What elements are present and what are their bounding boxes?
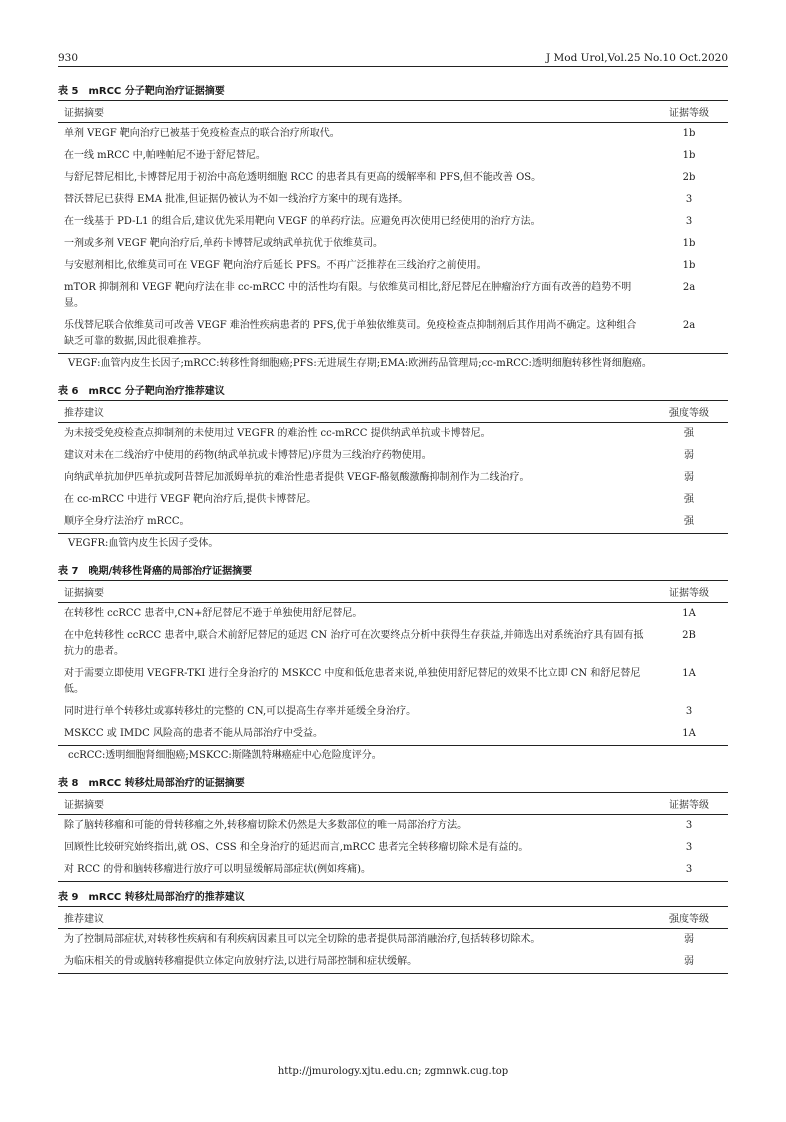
statement-cell: 为未接受免疫检查点抑制剂的未使用过 VEGFR 的难治性 cc-mRCC 提供纳武单抗或卡博替尼。 [64, 428, 491, 439]
grade-cell: 弱 [684, 450, 694, 461]
column-header-statement: 推荐建议 [64, 914, 104, 925]
statement-cell: 在一线基于 PD-L1 的组合后,建议优先采用靶向 VEGF 的单药疗法。应避免再次使用已经使用的治疗方法。 [64, 216, 541, 227]
table-number: 表 5 [58, 86, 79, 97]
evidence-table [58, 792, 728, 882]
grade-cell: 1b [682, 260, 696, 271]
table-number: 表 9 [58, 892, 79, 903]
column-header-statement: 证据摘要 [64, 800, 104, 811]
table-row [58, 603, 728, 626]
grade-cell: 1A [682, 608, 696, 619]
grade-cell: 2b [682, 172, 696, 183]
grade-cell: 3 [685, 194, 693, 205]
grade-cell: 1A [682, 728, 696, 739]
grade-cell: 1b [682, 238, 696, 249]
table-row [58, 663, 728, 701]
column-header-grade: 强度等级 [669, 408, 709, 419]
statement-cell: 同时进行单个转移灶或寡转移灶的完整的 CN,可以提高生存率并延缓全身治疗。 [64, 706, 417, 717]
table-header-row [58, 793, 728, 815]
table-row [58, 701, 728, 723]
statement-cell: 在转移性 ccRCC 患者中,CN+舒尼替尼不逊于单独使用舒尼替尼。 [64, 608, 363, 619]
table-footnote: VEGFR:血管内皮生长因子受体。 [68, 538, 219, 549]
statement-cell: mTOR 抑制剂和 VEGF 靶向疗法在非 cc-mRCC 中的活性均有限。与依维莫司相比,舒尼替尼在肿瘤治疗方面有改善的趋势不明显。 [64, 282, 632, 309]
statement-cell: 替沃替尼已获得 EMA 批准,但证据仍被认为不如一线治疗方案中的现有选择。 [64, 194, 409, 205]
table-row [58, 233, 728, 255]
table-block [58, 562, 728, 768]
table-block [58, 774, 728, 882]
page-number: 930 [58, 52, 79, 64]
statement-cell: 在中危转移性 ccRCC 患者中,联合术前舒尼替尼的延迟 CN 治疗可在次要终点分析中获得生存获益,并筛选出对系统治疗具有固有抵抗力的患者。 [64, 630, 644, 657]
grade-cell: 3 [685, 864, 693, 875]
table-number: 表 8 [58, 778, 79, 789]
statement-cell: 一剂或多剂 VEGF 靶向治疗后,单药卡博替尼或纳武单抗优于依维莫司。 [64, 238, 383, 249]
table-row [58, 277, 728, 315]
grade-cell: 1b [682, 150, 696, 161]
table-caption [58, 562, 728, 576]
column-header-statement: 证据摘要 [64, 588, 104, 599]
statement-cell: 为了控制局部症状,对转移性疾病和有利疾病因素且可以完全切除的患者提供局部消融治疗,包括转移切除术。 [64, 934, 541, 945]
table-row [58, 723, 728, 746]
table-title: mRCC 转移灶局部治疗的推荐建议 [88, 892, 245, 903]
table-row [58, 445, 728, 467]
table-row [58, 859, 728, 882]
table-caption [58, 382, 728, 396]
page-footer: http://jmurology.xjtu.edu.cn; zgmnwk.cug.top [277, 1066, 509, 1077]
table-row [58, 211, 728, 233]
statement-cell: 对于需要立即使用 VEGFR-TKI 进行全身治疗的 MSKCC 中度和低危患者来说,单独使用舒尼替尼的效果不比立即 CN 和舒尼替尼低。 [64, 668, 641, 695]
grade-cell: 2a [682, 282, 696, 293]
column-header-grade: 证据等级 [669, 588, 709, 599]
statement-cell: 为临床相关的骨或脑转移瘤提供立体定向放射疗法,以进行局部控制和症状缓解。 [64, 956, 418, 967]
header-rule [58, 66, 728, 67]
journal-citation: J Mod Urol,Vol.25 No.10 Oct.2020 [545, 52, 728, 64]
statement-cell: 回顾性比较研究始终指出,就 OS、CSS 和全身治疗的延迟而言,mRCC 患者完全转移瘤切除术是有益的。 [64, 842, 529, 853]
table-row [58, 511, 728, 534]
statement-cell: 在 cc-mRCC 中进行 VEGF 靶向治疗后,提供卡博替尼。 [64, 494, 317, 505]
column-header-grade: 证据等级 [669, 108, 709, 119]
table-caption [58, 82, 728, 96]
grade-cell: 2B [682, 630, 696, 641]
evidence-table [58, 580, 728, 746]
column-header-statement: 推荐建议 [64, 408, 104, 419]
table-row [58, 123, 728, 146]
statement-cell: 建议对未在二线治疗中使用的药物(纳武单抗或卡博替尼)序贯为三线治疗药物使用。 [64, 450, 432, 461]
table-row [58, 837, 728, 859]
table-block [58, 382, 728, 556]
table-row [58, 167, 728, 189]
table-header-row [58, 581, 728, 603]
column-header-grade: 证据等级 [669, 800, 709, 811]
table-row [58, 255, 728, 277]
statement-cell: 单剂 VEGF 靶向治疗已被基于免疫检查点的联合治疗所取代。 [64, 128, 340, 139]
grade-cell: 3 [685, 820, 693, 831]
statement-cell: MSKCC 或 IMDC 风险高的患者不能从局部治疗中受益。 [64, 728, 323, 739]
tables-container [58, 76, 728, 974]
table-block [58, 888, 728, 974]
statement-cell: 在一线 mRCC 中,帕唑帕尼不逊于舒尼替尼。 [64, 150, 266, 161]
grade-cell: 强 [684, 516, 694, 527]
table-title: mRCC 转移灶局部治疗的证据摘要 [88, 778, 245, 789]
table-header-row [58, 401, 728, 423]
table-number: 表 6 [58, 386, 79, 397]
statement-cell: 除了脑转移瘤和可能的骨转移瘤之外,转移瘤切除术仍然是大多数部位的唯一局部治疗方法。 [64, 820, 468, 831]
grade-cell: 强 [684, 428, 694, 439]
grade-cell: 1b [682, 128, 696, 139]
table-header-row [58, 101, 728, 123]
table-caption [58, 774, 728, 788]
table-row [58, 951, 728, 974]
table-row [58, 625, 728, 663]
table-title: 晚期/转移性肾癌的局部治疗证据摘要 [88, 566, 253, 577]
table-row [58, 929, 728, 952]
table-row [58, 489, 728, 511]
table-title: mRCC 分子靶向治疗推荐建议 [88, 386, 225, 397]
table-number: 表 7 [58, 566, 79, 577]
statement-cell: 对 RCC 的骨和脑转移瘤进行放疗可以明显缓解局部症状(例如疼痛)。 [64, 864, 371, 875]
grade-cell: 弱 [684, 934, 694, 945]
table-caption [58, 888, 728, 902]
statement-cell: 顺序全身疗法治疗 mRCC。 [64, 516, 190, 527]
page-header [58, 46, 728, 64]
grade-cell: 3 [685, 216, 693, 227]
table-footnote: VEGF:血管内皮生长因子;mRCC:转移性肾细胞癌;PFS:无进展生存期;EMA:欧洲药品管理局;cc-mRCC:透明细胞转移性肾细胞癌。 [68, 358, 652, 369]
table-row [58, 815, 728, 838]
evidence-table [58, 400, 728, 534]
evidence-table [58, 100, 728, 354]
table-footnote: ccRCC:透明细胞肾细胞癌;MSKCC:斯隆凯特琳癌症中心危险度评分。 [68, 750, 382, 761]
table-title: mRCC 分子靶向治疗证据摘要 [88, 86, 225, 97]
grade-cell: 3 [685, 842, 693, 853]
statement-cell: 向纳武单抗加伊匹单抗或阿昔替尼加派姆单抗的难治性患者提供 VEGF-酪氨酸激酶抑制剂作为二线治疗。 [64, 472, 530, 483]
grade-cell: 弱 [684, 956, 694, 967]
table-row [58, 315, 728, 354]
grade-cell: 2a [682, 320, 696, 331]
column-header-statement: 证据摘要 [64, 108, 104, 119]
table-row [58, 145, 728, 167]
table-block [58, 82, 728, 376]
grade-cell: 强 [684, 494, 694, 505]
evidence-table [58, 906, 728, 974]
grade-cell: 3 [685, 706, 693, 717]
grade-cell: 弱 [684, 472, 694, 483]
statement-cell: 与安慰剂相比,依维莫司可在 VEGF 靶向治疗后延长 PFS。不再广泛推荐在三线治疗之前使用。 [64, 260, 487, 271]
grade-cell: 1A [682, 668, 696, 679]
statement-cell: 与舒尼替尼相比,卡博替尼用于初治中高危透明细胞 RCC 的患者具有更高的缓解率和 PFS,但不能改善 OS。 [64, 172, 542, 183]
table-row [58, 423, 728, 446]
table-row [58, 467, 728, 489]
table-row [58, 189, 728, 211]
table-header-row [58, 907, 728, 929]
column-header-grade: 强度等级 [669, 914, 709, 925]
statement-cell: 乐伐替尼联合依维莫司可改善 VEGF 难治性疾病患者的 PFS,优于单独依维莫司。免疫检查点抑制剂后其作用尚不确定。这种组合缺乏可靠的数据,因此很难推荐。 [64, 320, 637, 347]
